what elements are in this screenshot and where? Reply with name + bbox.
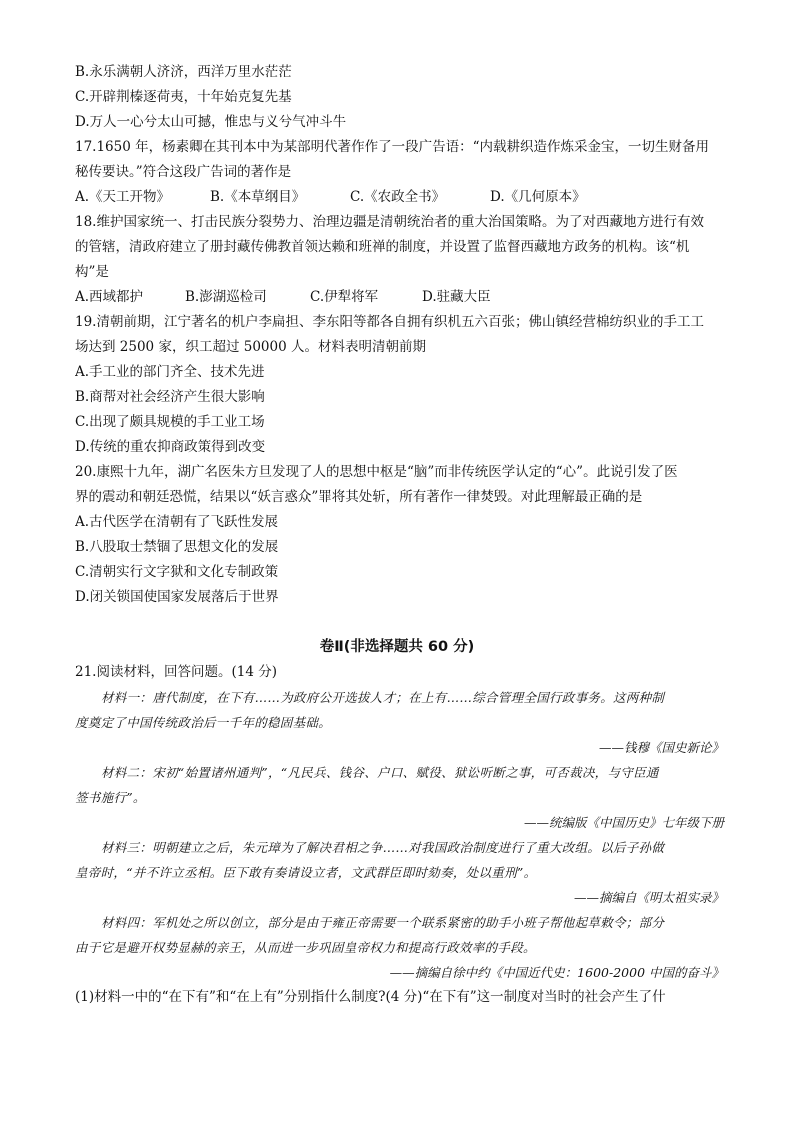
q21-material-4-line1: 材料四：军机处之所以创立，部分是由于雍正帝需要一个联系紧密的助手小班子帮他起草敕令；部分 [101, 915, 665, 930]
q21-material-3-source: ——摘编自《明太祖实录》 [573, 890, 724, 905]
q16-option-d: D.万人一心兮太山可撼，惟忠与义兮气冲斗牛 [75, 114, 347, 130]
q18-stem-line2: 的管辖，清政府建立了册封藏传佛教首领达赖和班禅的制度，并设置了监督西藏地方政务的机构。该“机 [75, 239, 690, 255]
q21-material-2-line2: 签书施行”。 [75, 790, 146, 805]
q19-option-a: A.手工业的部门齐全、技术先进 [75, 364, 265, 380]
q20-option-c: C.清朝实行文字狱和文化专制政策 [75, 564, 279, 580]
q21-subquestion-1: (1)材料一中的“在下有”和“在上有”分别指什么制度?(4 分)“在下有”这一制度对当时的社会产生了什 [75, 989, 666, 1005]
q18-option-b: B.澎湖巡检司 [185, 289, 267, 305]
q21-material-2-source: ——统编版《中国历史》七年级下册 [523, 815, 724, 830]
q17-option-c: C.《农政全书》 [350, 189, 446, 205]
q16-option-c: C.开辟荆榛逐荷夷，十年始克复先基 [75, 89, 292, 105]
q17-stem-line1: 17.1650 年，杨素卿在其刊本中为某部明代著作作了一段广告语：“内载耕织造作炼采金宝，一切生财备用 [75, 139, 710, 155]
q18-option-a: A.西域都护 [75, 289, 144, 305]
q19-option-b: B.商帮对社会经济产生很大影响 [75, 389, 265, 405]
q17-stem-line2: 秘传要诀。”符合这段广告词的著作是 [75, 164, 292, 180]
q21-material-1-source: ——钱穆《国史新论》 [598, 740, 724, 755]
q17-option-d: D.《几何原本》 [490, 189, 586, 205]
q21-material-1-line2: 度奠定了中国传统政治后一千年的稳固基础。 [75, 715, 332, 730]
section-2-title: 卷Ⅱ(非选择题共 60 分) [319, 639, 475, 655]
q20-option-a: A.古代医学在清朝有了飞跃性发展 [75, 514, 279, 530]
q17-option-a: A.《天工开物》 [75, 189, 171, 205]
q16-option-b: B.永乐满朝人济济，西洋万里水茫茫 [75, 64, 292, 80]
q18-option-c: C.伊犁将军 [310, 289, 379, 305]
q18-stem-line1: 18.维护国家统一、打击民族分裂势力、治理边疆是清朝统治者的重大治国策略。为了对西藏地方进行有效 [75, 214, 704, 230]
q17-option-b: B.《本草纲目》 [210, 189, 306, 205]
q20-stem-line1: 20.康熙十九年，湖广名医朱方旦发现了人的思想中枢是“脑”而非传统医学认定的“心”。此说引发了医 [75, 464, 678, 480]
q19-option-d: D.传统的重农抑商政策得到改变 [75, 439, 266, 455]
q21-stem: 21.阅读材料，回答问题。(14 分) [75, 664, 277, 680]
q20-option-b: B.八股取士禁锢了思想文化的发展 [75, 539, 279, 555]
q20-option-d: D.闭关锁国使国家发展落后于世界 [75, 589, 279, 605]
q19-stem-line2: 场达到 2500 家，织工超过 50000 人。材料表明清朝前期 [75, 339, 426, 355]
q21-material-4-line2: 由于它是避开权势显赫的亲王，从而进一步巩固皇帝权力和提高行政效率的手段。 [75, 940, 536, 955]
q21-material-4-source: ——摘编自徐中约《中国近代史：1600-2000 中国的奋斗》 [389, 965, 724, 980]
q21-material-3-line2: 皇帝时，“并不许立丞相。臣下敢有奏请设立者，文武群臣即时劾奏，处以重刑”。 [75, 865, 537, 880]
q18-options [75, 285, 725, 310]
q17-options [75, 185, 725, 210]
q19-stem-line1: 19.清朝前期，江宁著名的机户李扁担、李东阳等都各自拥有织机五六百张；佛山镇经营棉纺织业的手工工 [75, 314, 704, 330]
q19-option-c: C.出现了颇具规模的手工业工场 [75, 414, 265, 430]
q18-option-d: D.驻藏大臣 [422, 289, 491, 305]
q21-material-1-line1: 材料一：唐代制度，在下有……为政府公开选拔人才；在上有……综合管理全国行政事务。这两种制 [101, 690, 665, 705]
q21-material-2-line1: 材料二：宋初“始置诸州通判”，“凡民兵、钱谷、户口、赋役、狱讼听断之事，可否裁决，与守臣通 [101, 765, 659, 780]
q21-material-3-line1: 材料三：明朝建立之后，朱元璋为了解决君相之争……对我国政治制度进行了重大改组。以后子孙做 [101, 840, 665, 855]
q20-stem-line2: 界的震动和朝廷恐慌，结果以“妖言惑众”罪将其处斩，所有著作一律焚毁。对此理解最正确的是 [75, 489, 643, 505]
q18-stem-line3: 构”是 [75, 264, 109, 280]
